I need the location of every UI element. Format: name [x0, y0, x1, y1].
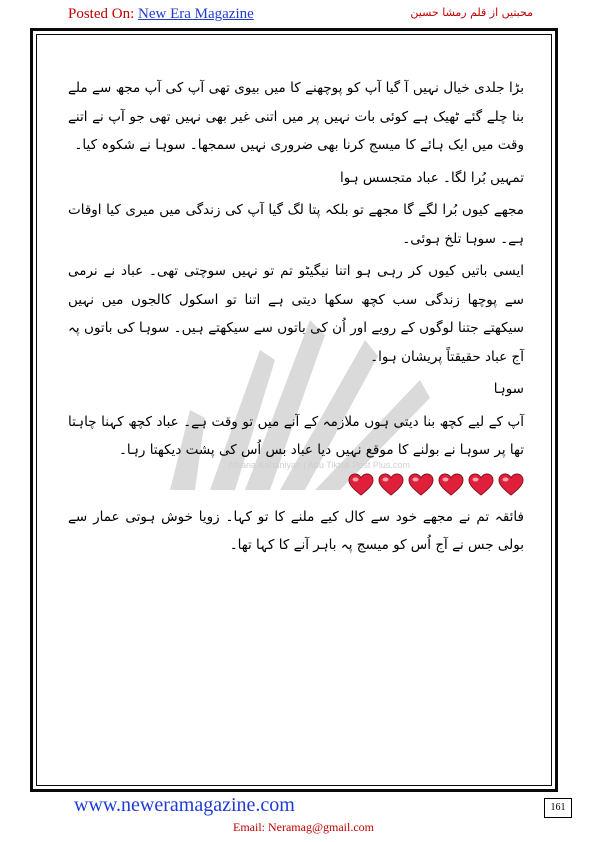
paragraph: فائقہ تم نے مجھے خود سے کال کیے ملنے کا تو کہا۔ زویا خوش ہوتی عمار سے بولی جس نے آج اُس کو میسج پہ باہر آنے کا کہا تھا۔: [68, 508, 524, 553]
magazine-link[interactable]: New Era Magazine: [138, 6, 254, 22]
paragraph: بڑا جلدی خیال نہیں آ گیا آپ کو پوچھنے کا میں بیوی تھی آپ کی آپ مجھ سے ملے بنا چلے گئے ٹھیک ہے کوئی بات نہیں پر میں اتنی غیر بھی نہیں تھی جو آپ نے اتنے وقت میں ایک ہائے کا میسج کرنا بھی ضروری نہیں سمجھا۔ سوہا نے شکوہ کیا۔: [68, 80, 524, 153]
story-body: [68, 74, 524, 564]
heart-icon: [438, 473, 464, 497]
posted-on: [68, 6, 254, 23]
website-link[interactable]: www.neweramagazine.com: [74, 794, 295, 816]
watermark-text: Afsana Kahaniyan | Abu Tiktok Post Plus.com: [228, 460, 410, 470]
heart-icon: [348, 473, 374, 497]
page-number: 161: [544, 798, 572, 818]
heart-icon: [408, 473, 434, 497]
paragraph: آپ کے لیے کچھ بنا دیتی ہوں ملازمہ کے آنے میں تو وقت ہے۔ عباد کچھ کہنا چاہتا تھا پر سوہا نے بولنے کا موقع نہیں دیا عباد بس اُس کی پشت دیکھتا رہا۔: [68, 413, 524, 458]
paragraph: ایسی باتیں کیوں کر رہی ہو اتنا نیگیٹو تم تو نہیں سوچتی تھی۔ عباد نے نرمی سے پوچھا زندگی سب کچھ سکھا دیتی ہے اتنا تو اسکول کالجوں میں نہیں سیکھتے جتنا لوگوں کے رویے اور اُن کی باتوں سے سیکھتے ہیں۔ سوہا کی باتوں پہ آج عباد حقیقتاً پریشان ہوا۔: [68, 263, 524, 365]
heart-icon: [378, 473, 404, 497]
heart-divider: [68, 471, 524, 501]
posted-label: Posted On:: [68, 6, 135, 22]
heart-icon: [468, 473, 494, 497]
heart-icon: [498, 473, 524, 497]
paragraph: تمہیں بُرا لگا۔ عباد متجسس ہوا: [340, 169, 524, 186]
paragraph: مجھے کیوں بُرا لگے گا مجھے تو بلکہ پتا لگ گیا آپ کی زندگی میں میری کیا اوقات ہے۔ سوہا تلخ ہوئی۔: [68, 202, 524, 247]
email-line: Email: Neramag@gmail.com: [233, 820, 375, 834]
page-header: [0, 0, 595, 26]
author-line: محبتیں از قلم رمشا حسین: [410, 6, 533, 19]
paragraph: سوہا: [493, 381, 524, 397]
